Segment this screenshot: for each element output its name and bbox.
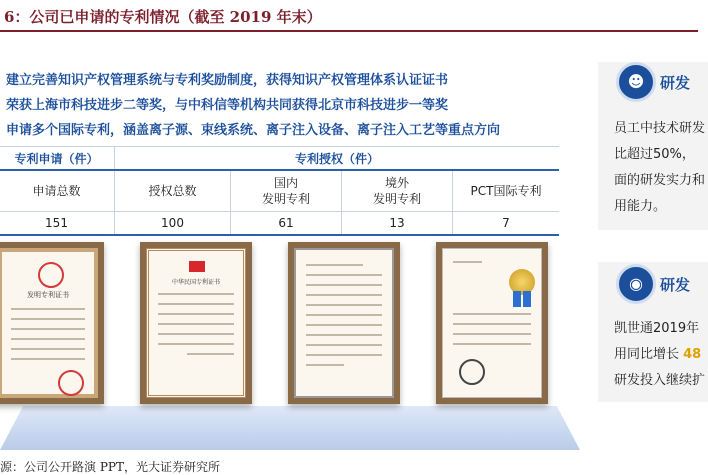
value-grant-total: 100: [115, 212, 231, 236]
value-domestic: 61: [231, 212, 342, 236]
col-header-overseas: 境外 发明专利: [342, 170, 453, 212]
value-overseas: 13: [342, 212, 453, 236]
value-pct: 7: [453, 212, 560, 236]
col-header-pct: PCT国际专利: [453, 170, 560, 212]
highlight-intl-patents: 申请多个国际专利，涵盖离子源、束线系统、离子注入设备、离子注入工艺等重点方向: [6, 123, 501, 138]
group-header-apply: 专利申请（件）: [0, 147, 115, 171]
certificate-patent-kr: [436, 242, 548, 404]
card-title: 研发: [660, 74, 691, 92]
coin-icon: ◉: [616, 264, 656, 304]
card-title: 研发: [660, 276, 691, 294]
col-header-grant-total: 授权总数: [115, 170, 231, 212]
group-header-grant: 专利授权（件）: [115, 147, 560, 171]
showcase-floor: [0, 406, 580, 450]
certificate-patent-cn: [0, 242, 104, 404]
col-header-apply-total: 申请总数: [0, 170, 115, 212]
rd-investment-card: [598, 262, 708, 402]
card-text: 凯世通2019年 用同比增长 48 研发投入继续扩: [614, 321, 706, 388]
certificate-patent-tw: [140, 242, 252, 404]
rd-staff-card: [598, 62, 708, 230]
source-note: 源：公司公开路演 PPT，光大证券研究所: [0, 460, 220, 474]
certificate-patent-us: [288, 242, 400, 404]
value-apply-total: 151: [0, 212, 115, 236]
card-text: 员工中技术研发 比超过50%， 面的研发实力和 用能力。: [614, 121, 706, 214]
highlight-awards: 荣获上海市科技进步二等奖，与中科信等机构共同获得北京市科技进步一等奖: [6, 98, 449, 113]
flag-icon: [189, 261, 205, 272]
certificate-caption: 中华民国专利证书: [171, 279, 220, 286]
highlight-ip-system: 建立完善知识产权管理系统与专利奖励制度，获得知识产权管理体系认证证书: [6, 73, 449, 88]
patent-table: [0, 146, 559, 236]
highlights-list: [6, 68, 586, 143]
growth-line: 用同比增长 48: [614, 347, 702, 362]
ribbon-icon: [513, 291, 521, 307]
red-seal-icon: [58, 370, 84, 396]
emblem-icon: [459, 359, 485, 385]
growth-highlight: 48: [683, 347, 702, 362]
certificate-showcase: [0, 236, 580, 446]
team-icon: ☻: [616, 62, 656, 102]
figure-title: 6：公司已申请的专利情况（截至 2019 年末）: [0, 2, 698, 32]
col-header-domestic: 国内 发明专利: [231, 170, 342, 212]
certificate-caption: 发明专利证书: [27, 291, 69, 299]
emblem-icon: [38, 262, 64, 288]
